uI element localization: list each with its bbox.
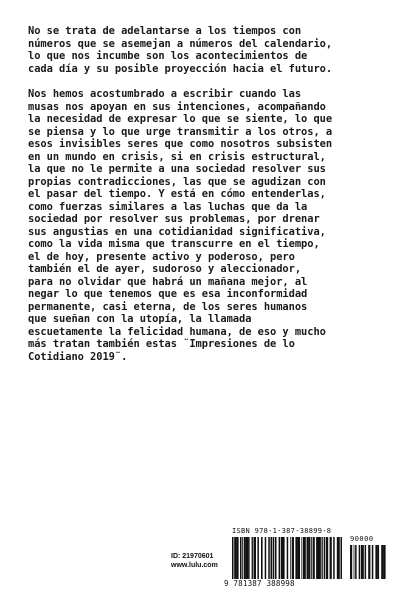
- addon-barcode-bar: [365, 545, 367, 579]
- barcode-bar: [298, 537, 300, 579]
- barcode-bar: [339, 537, 340, 579]
- barcode-bar: [246, 537, 248, 579]
- ean-barcode-bars: [232, 537, 342, 579]
- addon-barcode-bar: [355, 545, 357, 579]
- barcode-bar: [316, 537, 318, 579]
- barcode-bar: [236, 537, 238, 579]
- back-cover-text: [28, 25, 380, 363]
- addon-barcode-bar: [361, 545, 363, 579]
- addon-barcode-bar: [368, 545, 370, 579]
- barcode-bar: [254, 537, 256, 579]
- intro-paragraph: No se trata de adelantarse a los tiempos con números que se asemejan a números del calendario, lo que nos incumbe son los acontecimientos de cada día y su posible proyección hacia el futuro.: [28, 25, 333, 75]
- publisher-id-block: [171, 552, 218, 570]
- barcode-bar: [261, 537, 263, 579]
- barcode-bar: [271, 537, 273, 579]
- barcode-bar: [321, 537, 322, 579]
- barcode-bar: [292, 537, 294, 579]
- barcode-bar: [234, 537, 236, 579]
- publisher-url: www.lulu.com: [171, 562, 218, 569]
- barcode-bar: [303, 537, 305, 579]
- barcode-bar: [341, 537, 343, 579]
- barcode-bar: [240, 537, 242, 579]
- barcode-bar: [301, 537, 302, 579]
- barcode-bar: [265, 537, 267, 579]
- barcode-bar: [311, 537, 312, 579]
- barcode-bar: [242, 537, 243, 579]
- barcode-bar: [324, 537, 326, 579]
- addon-barcode-bars: [350, 545, 388, 579]
- addon-barcode-bar: [359, 545, 361, 579]
- barcode-bar: [232, 537, 234, 579]
- addon-barcode-bar: [350, 545, 352, 579]
- barcode-bar: [273, 537, 275, 579]
- barcode-bar: [257, 537, 259, 579]
- barcode-bar: [307, 537, 309, 579]
- barcode-bar: [248, 537, 250, 579]
- barcode-bar: [322, 537, 323, 579]
- barcode-bar: [296, 537, 298, 579]
- barcode-bar: [252, 537, 253, 579]
- barcode-bar: [287, 537, 289, 579]
- barcode-bar: [305, 537, 306, 579]
- addon-barcode-bar: [372, 545, 374, 579]
- barcode-bar: [319, 537, 321, 579]
- barcode-bar: [275, 537, 277, 579]
- barcode-bar: [330, 537, 332, 579]
- addon-price: 90000: [350, 535, 374, 543]
- barcode-bar: [283, 537, 285, 579]
- addon-barcode-bar: [354, 545, 355, 579]
- barcode-bar: [279, 537, 281, 579]
- barcode-bar: [337, 537, 339, 579]
- ean-digits: 9 781387 388998: [224, 579, 295, 588]
- barcode-bar: [313, 537, 315, 579]
- publisher-id: ID: 21970601: [171, 553, 214, 560]
- addon-barcode-bar: [375, 545, 377, 579]
- isbn-label: ISBN 978-1-387-38899-8: [232, 527, 332, 535]
- barcode-bar: [309, 537, 311, 579]
- addon-barcode-bar: [378, 545, 380, 579]
- barcode-bar: [268, 537, 270, 579]
- barcode-bar: [333, 537, 335, 579]
- addon-barcode-bar: [383, 545, 385, 579]
- isbn-barcode: [222, 526, 394, 594]
- addon-barcode-bar: [363, 545, 364, 579]
- barcode-bar: [290, 537, 291, 579]
- barcode-bar: [281, 537, 283, 579]
- barcode-bar: [244, 537, 246, 579]
- addon-barcode-bar: [381, 545, 383, 579]
- main-paragraph: Nos hemos acostumbrado a escribir cuando las musas nos apoyan en sus intenciones, acompañando la necesidad de expresar lo que se siente, lo que se piensa y lo que urge transmitir a los otros, a esos invisibles seres que como nosotros subsisten en un mundo en crisis, si en crisis estructural, la que no le permite a una sociedad resolver sus propias contradicciones, las que se agudizan con el pasar del tiempo. Y está en cómo entenderlas, como fuerzas similares a las luchas que da la sociedad por resolver sus problemas, por drenar sus angustias en una cotidianidad significativa, como la vida misma que transcurre en el tiempo, el de hoy, presente activo y poderoso, pero también el de ayer, sudoroso y aleccionador, para no olvidar que habrá un mañana mejor, al negar lo que tenemos que es esa inconformidad permanente, casi eterna, de los seres humanos que sueñan con la utopía, la llamada escuetamente la felicidad humana, de eso y mucho más tratan también estas ¨Impresiones de lo Cotidiano 2019¨.: [28, 88, 333, 363]
- barcode-bar: [326, 537, 328, 579]
